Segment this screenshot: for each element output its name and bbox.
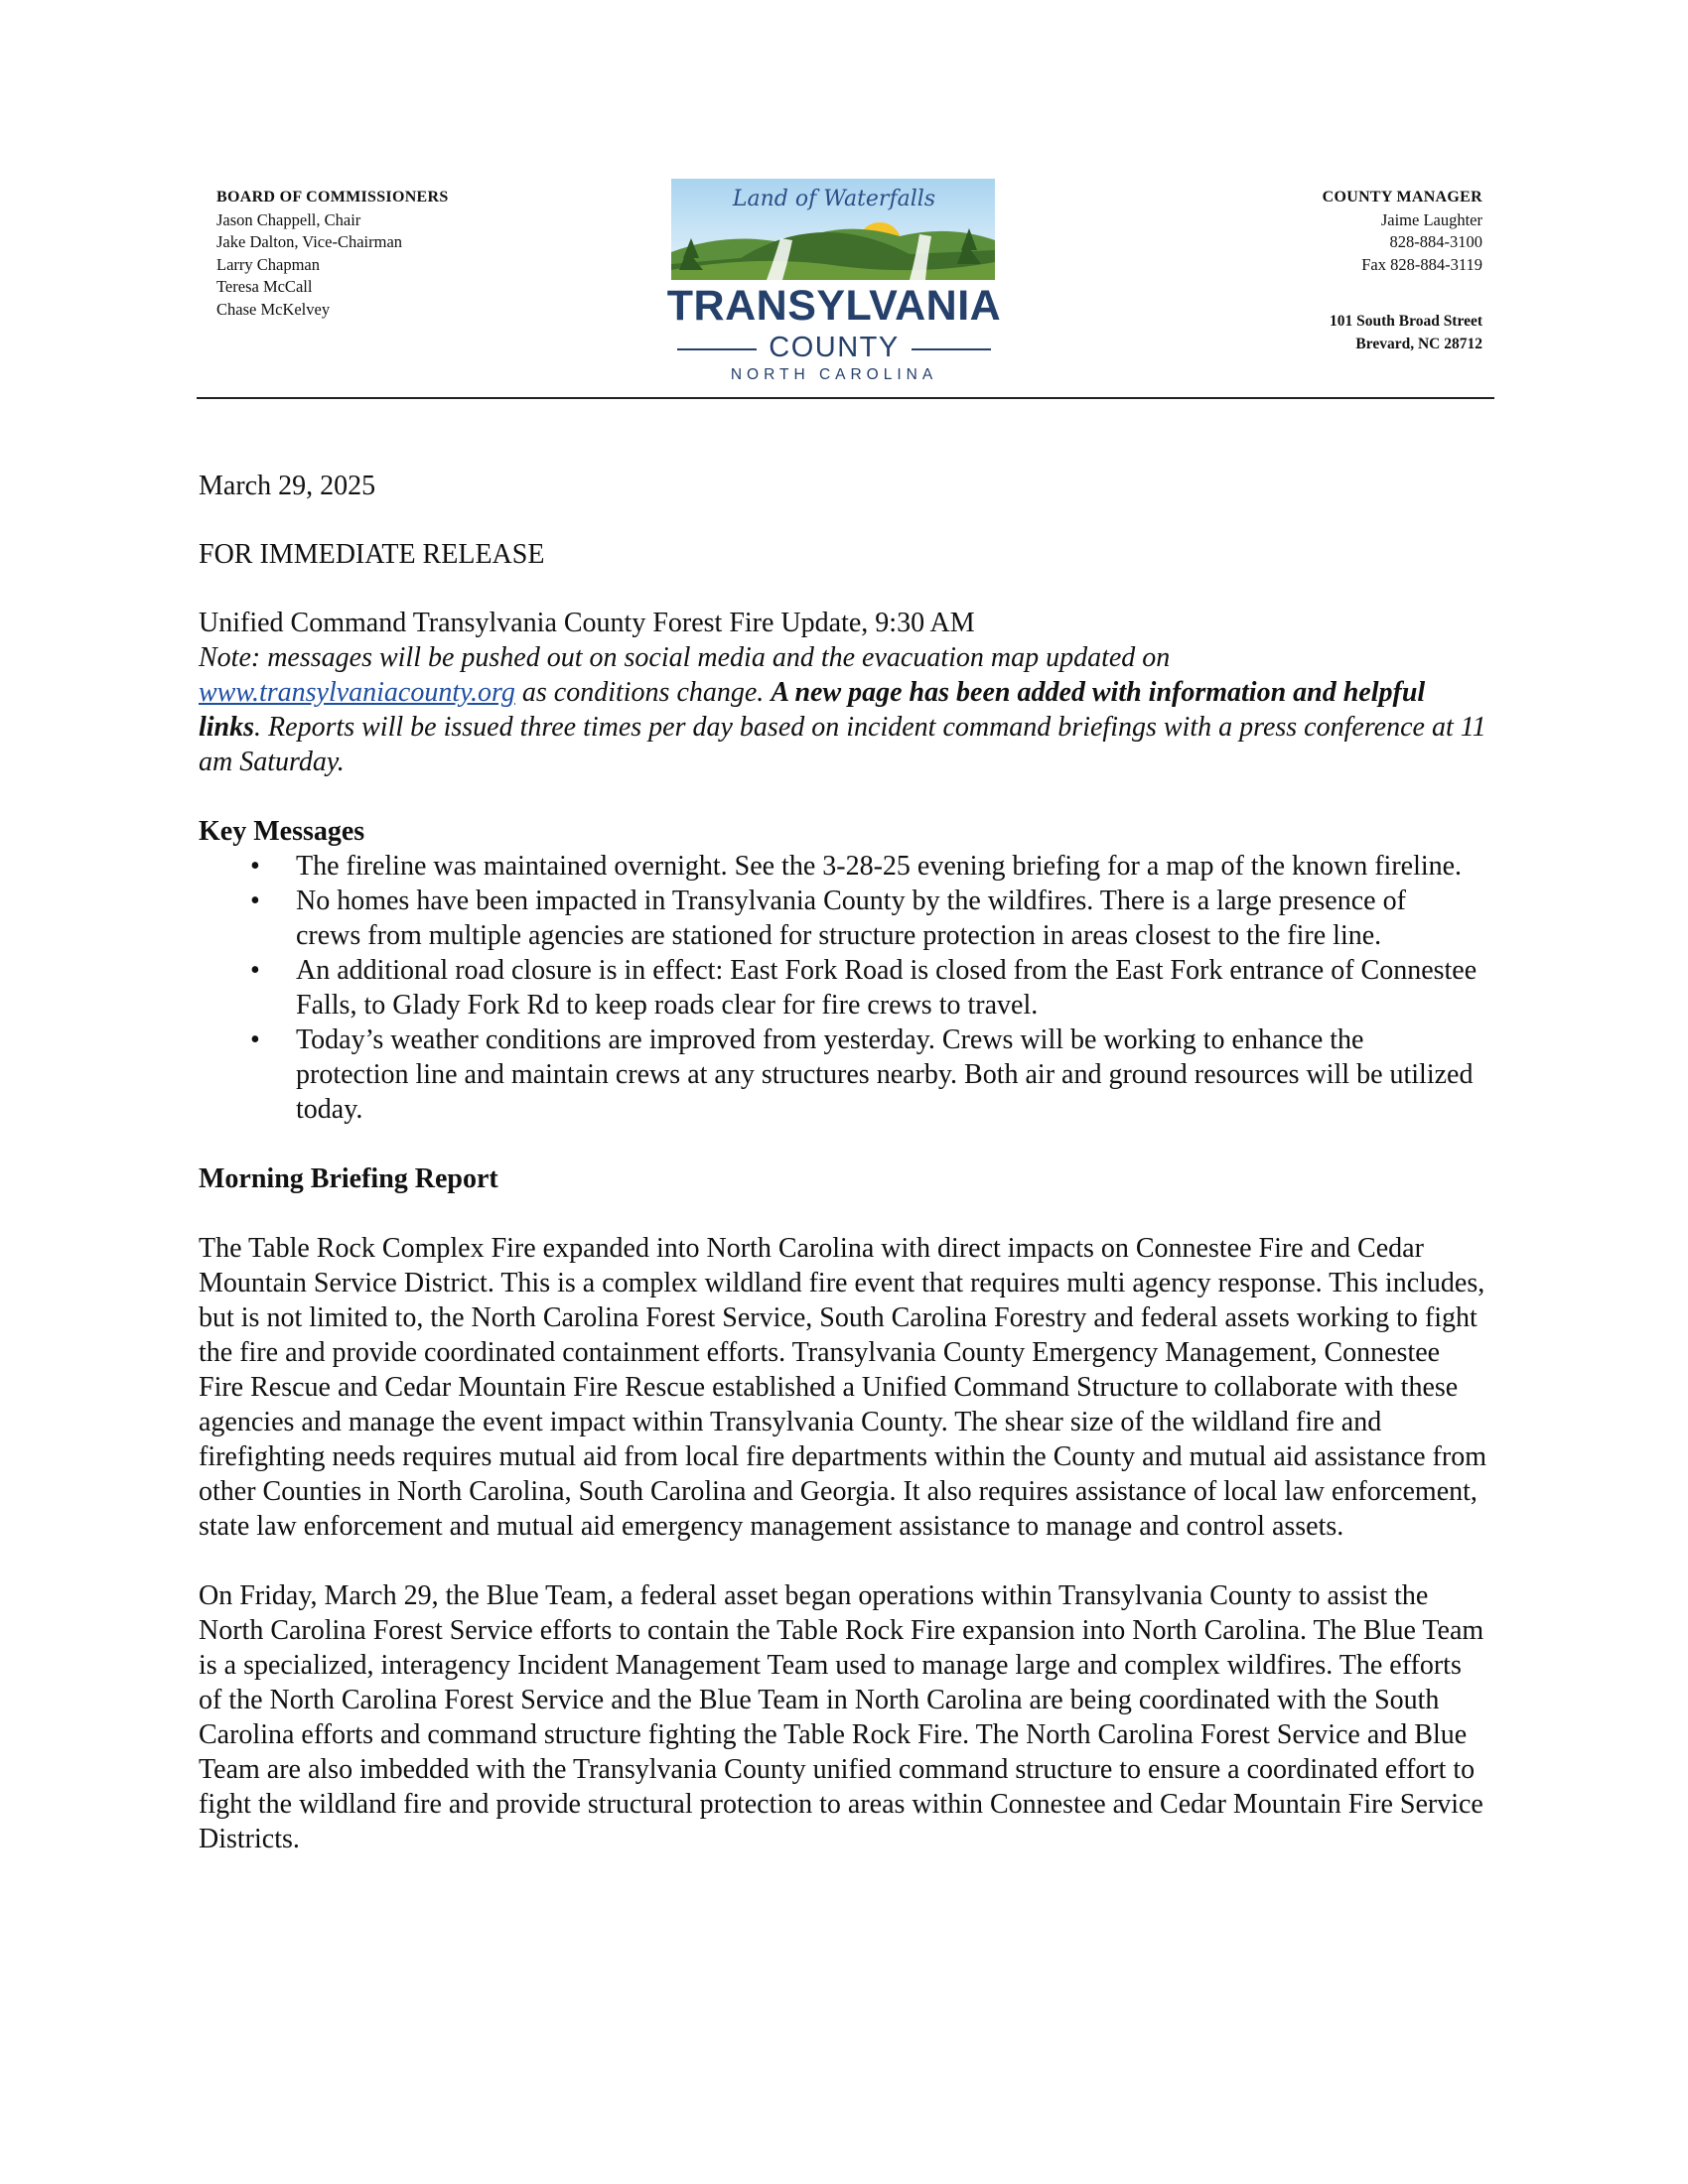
- logo-county-row: [675, 332, 993, 365]
- update-note: [199, 640, 1489, 779]
- address-city: Brevard, NC 28712: [1355, 336, 1482, 352]
- key-message-text: Today’s weather conditions are improved from yesterday. Crews will be working to enhance the protection line and maintain crews at any structures nearby. Both air and ground resources will be utilized today.: [296, 1024, 1474, 1125]
- logo-state: NORTH CAROLINA: [730, 366, 938, 383]
- board-of-commissioners: [216, 187, 449, 321]
- list-item: [199, 849, 1477, 884]
- key-messages-list: [199, 849, 1489, 1127]
- note-intro: Note: messages will be pushed out on social media and the evacuation map updated on: [199, 642, 1171, 673]
- logo-rule-right: [912, 348, 991, 350]
- bullet-icon: •: [250, 1024, 260, 1055]
- logo-name: TRANSYLVANIA: [666, 282, 1002, 330]
- briefing-paragraph: On Friday, March 29, the Blue Team, a federal asset began operations within Transylvania County to assist the North Carolina Forest Service efforts to contain the Table Rock Fire expansion into North Carolina. The Blue Team is a specialized, interagency Incident Management Team used to manage large and complex wildfires. The efforts of the North Carolina Forest Service and the Blue Team in North Carolina are being coordinated with the South Carolina efforts and command structure fighting the Table Rock Fire. The North Carolina Forest Service and Blue Team are also imbedded with the Transylvania County unified command structure to ensure a coordinated effort to fight the wildland fire and provide structural protection to areas within Connestee and Cedar Mountain Fire Service Districts.: [199, 1580, 1484, 1854]
- manager-name: Jaime Laughter: [1380, 209, 1482, 229]
- note-new-page: A new page has been added with information and helpful links: [199, 677, 1426, 743]
- manager-fax: Fax 828-884-3119: [1361, 254, 1482, 274]
- briefing-heading: Morning Briefing Report: [199, 1163, 498, 1194]
- manager-phone: 828-884-3100: [1389, 232, 1482, 251]
- board-member: Teresa McCall: [216, 277, 313, 296]
- bullet-icon: •: [250, 851, 260, 882]
- board-member: Jason Chappell, Chair: [216, 209, 361, 229]
- board-member: Larry Chapman: [216, 254, 321, 274]
- county-manager-block: [1323, 187, 1482, 355]
- note-after-link: as conditions change.: [514, 677, 772, 708]
- county-logo: [655, 175, 1013, 383]
- board-member: Jake Dalton, Vice-Chairman: [216, 232, 403, 251]
- key-message-text: An additional road closure is in effect: East Fork Road is closed from the East Fork entrance of Connestee Falls, to Glady Fork Rd to keep roads clear for fire crews to travel.: [296, 955, 1477, 1021]
- document-body: [199, 469, 1489, 1856]
- key-message-text: The fireline was maintained overnight. See the 3-28-25 evening briefing for a map of the known fireline.: [296, 851, 1463, 882]
- board-heading: BOARD OF COMMISSIONERS: [216, 189, 449, 205]
- briefing-paragraph: The Table Rock Complex Fire expanded into North Carolina with direct impacts on Connestee Fire and Cedar Mountain Service District. This is a complex wildland fire event that requires multi agency response. This includes, but is not limited to, the North Carolina Forest Service, South Carolina Forestry and federal assets working to fight the fire and provide coordinated containment efforts. Transylvania County Emergency Management, Connestee Fire Rescue and Cedar Mountain Fire Rescue established a Unified Command Structure to collaborate with these agencies and manage the event impact within Transylvania County. The shear size of the wildland fire and firefighting needs requires mutual aid from local fire departments within the County and mutual aid assistance from other Counties in North Carolina, South Carolina and Georgia. It also requires assistance of local law enforcement, state law enforcement and mutual aid emergency management assistance to manage and control assets.: [199, 1233, 1486, 1542]
- list-item: [199, 1023, 1477, 1127]
- note-schedule: . Reports will be issued three times per day based on incident command briefings with a press conference at 11 am Saturday.: [199, 712, 1486, 777]
- list-item: [199, 953, 1477, 1023]
- board-member: Chase McKelvey: [216, 299, 331, 319]
- logo-tagline: Land of Waterfalls: [732, 187, 936, 211]
- key-message-text: No homes have been impacted in Transylvania County by the wildfires. There is a large presence of crews from multiple agencies are stationed for structure protection in areas closest to the fire line.: [296, 886, 1406, 951]
- release-label: FOR IMMEDIATE RELEASE: [199, 539, 545, 570]
- release-date: March 29, 2025: [199, 471, 376, 501]
- update-title: Unified Command Transylvania County Forest Fire Update, 9:30 AM: [199, 608, 975, 638]
- bullet-icon: •: [250, 886, 260, 916]
- county-website-link[interactable]: www.transylvaniacounty.org: [199, 677, 515, 708]
- manager-heading: COUNTY MANAGER: [1322, 189, 1482, 205]
- list-item: [199, 884, 1477, 953]
- key-messages-heading: Key Messages: [199, 816, 365, 847]
- bullet-icon: •: [250, 955, 260, 986]
- logo-county: COUNTY: [769, 332, 900, 363]
- header-divider: [197, 397, 1494, 399]
- mailing-address: [1323, 310, 1482, 355]
- address-street: 101 South Broad Street: [1329, 313, 1482, 330]
